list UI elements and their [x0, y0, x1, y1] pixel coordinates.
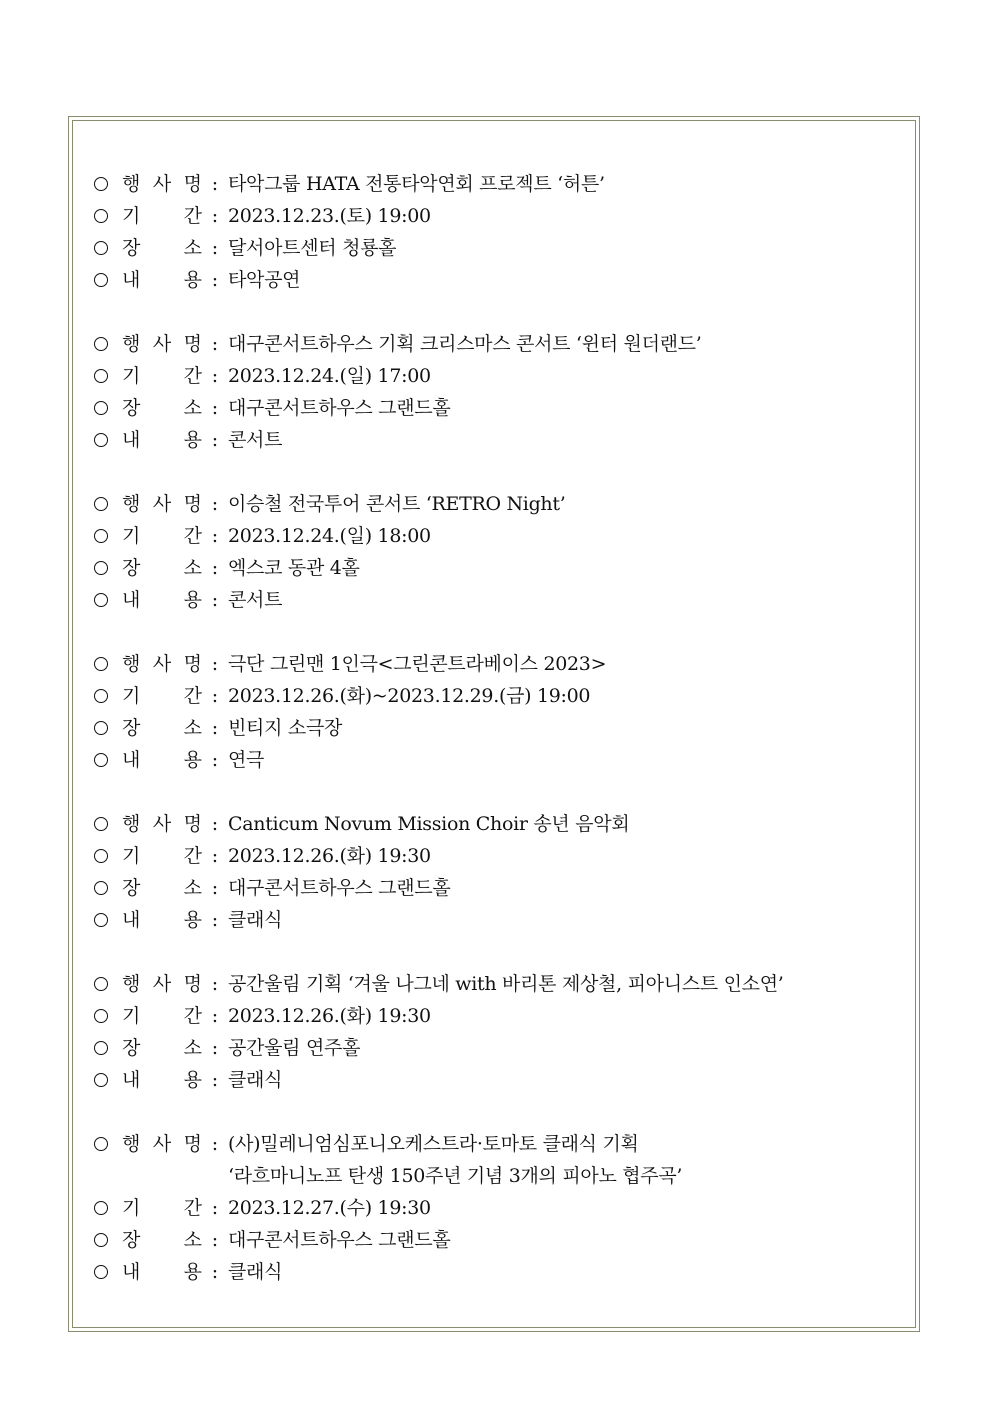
- event-place-row: [94, 1224, 894, 1256]
- label-char: 행: [122, 973, 141, 995]
- event-block: [94, 648, 894, 776]
- field-colon: :: [211, 333, 219, 355]
- event-title-row: [94, 488, 894, 520]
- circle-bullet-icon: [94, 1041, 108, 1055]
- circle-bullet-icon: [94, 209, 108, 223]
- label-char: 사: [152, 653, 172, 675]
- field-colon: :: [211, 397, 219, 419]
- label-char: 명: [183, 653, 202, 675]
- field-label: [122, 264, 202, 296]
- event-date: 2023.12.27.(수) 19:30: [228, 1197, 431, 1219]
- label-char: 사: [152, 813, 172, 835]
- label-char: 행: [122, 1133, 141, 1155]
- label-char: 장: [122, 1229, 141, 1251]
- label-char: 내: [122, 909, 141, 931]
- field-colon: :: [211, 269, 219, 291]
- event-date-row: [94, 360, 894, 392]
- event-title: 대구콘서트하우스 기획 크리스마스 콘서트 ‘윈터 원더랜드’: [228, 333, 702, 355]
- label-char: 사: [152, 493, 172, 515]
- label-char: 사: [152, 1133, 172, 1155]
- event-content-row: [94, 744, 894, 776]
- label-char: 소: [183, 397, 202, 419]
- label-char: 명: [183, 173, 202, 195]
- label-char: 사: [152, 973, 172, 995]
- event-date: 2023.12.26.(화)~2023.12.29.(금) 19:00: [228, 685, 591, 707]
- label-char: 기: [122, 525, 141, 547]
- label-char: 간: [183, 685, 202, 707]
- field-colon: :: [211, 1229, 219, 1251]
- event-place-row: [94, 232, 894, 264]
- label-char: 용: [183, 909, 202, 931]
- label-char: 간: [183, 1197, 202, 1219]
- field-colon: :: [211, 1005, 219, 1027]
- label-char: 내: [122, 1069, 141, 1091]
- label-char: 사: [152, 173, 172, 195]
- event-block: [94, 328, 894, 456]
- field-colon: :: [211, 973, 219, 995]
- label-char: 기: [122, 1005, 141, 1027]
- label-char: 명: [183, 973, 202, 995]
- label-char: 기: [122, 205, 141, 227]
- event-title: 공간울림 기획 ‘겨울 나그네 with 바리톤 제상철, 피아니스트 인소연’: [228, 973, 784, 995]
- field-label: [122, 808, 202, 840]
- field-colon: :: [211, 813, 219, 835]
- event-block: [94, 168, 894, 296]
- event-title-row: [94, 648, 894, 680]
- field-colon: :: [211, 525, 219, 547]
- circle-bullet-icon: [94, 177, 108, 191]
- circle-bullet-icon: [94, 721, 108, 735]
- event-title-continuation-row: [94, 1160, 894, 1192]
- field-colon: :: [211, 557, 219, 579]
- field-colon: :: [211, 877, 219, 899]
- label-char: 내: [122, 269, 141, 291]
- field-label: [122, 1000, 202, 1032]
- label-char: 소: [183, 1229, 202, 1251]
- field-colon: :: [211, 237, 219, 259]
- field-colon: :: [211, 493, 219, 515]
- circle-bullet-icon: [94, 1233, 108, 1247]
- event-place: 대구콘서트하우스 그랜드홀: [228, 1229, 451, 1251]
- field-label: [122, 1224, 202, 1256]
- label-char: 용: [183, 749, 202, 771]
- circle-bullet-icon: [94, 433, 108, 447]
- label-char: 기: [122, 845, 141, 867]
- field-label: [122, 168, 202, 200]
- circle-bullet-icon: [94, 977, 108, 991]
- circle-bullet-icon: [94, 273, 108, 287]
- event-place-row: [94, 1032, 894, 1064]
- field-colon: :: [211, 1261, 219, 1283]
- event-content: 콘서트: [228, 589, 283, 611]
- field-colon: :: [211, 365, 219, 387]
- circle-bullet-icon: [94, 689, 108, 703]
- field-colon: :: [211, 1197, 219, 1219]
- label-char: 장: [122, 237, 141, 259]
- field-colon: :: [211, 1133, 219, 1155]
- label-char: 장: [122, 877, 141, 899]
- event-block: [94, 488, 894, 616]
- field-colon: :: [211, 717, 219, 739]
- label-char: 행: [122, 813, 141, 835]
- circle-bullet-icon: [94, 1073, 108, 1087]
- label-char: 장: [122, 397, 141, 419]
- label-char: 장: [122, 1037, 141, 1059]
- field-colon: :: [211, 749, 219, 771]
- field-label: [122, 1032, 202, 1064]
- label-char: 소: [183, 877, 202, 899]
- label-char: 용: [183, 429, 202, 451]
- label-char: 용: [183, 1261, 202, 1283]
- field-colon: :: [211, 1069, 219, 1091]
- event-title: 극단 그린맨 1인극<그린콘트라베이스 2023>: [228, 653, 607, 675]
- event-content-row: [94, 904, 894, 936]
- event-date: 2023.12.24.(일) 18:00: [228, 525, 431, 547]
- label-char: 장: [122, 557, 141, 579]
- label-char: 사: [152, 333, 172, 355]
- event-date: 2023.12.24.(일) 17:00: [228, 365, 431, 387]
- field-colon: :: [211, 173, 219, 195]
- event-date: 2023.12.26.(화) 19:30: [228, 845, 431, 867]
- event-place: 대구콘서트하우스 그랜드홀: [228, 877, 451, 899]
- event-date: 2023.12.26.(화) 19:30: [228, 1005, 431, 1027]
- label-char: 간: [183, 845, 202, 867]
- field-label: [122, 1192, 202, 1224]
- field-colon: :: [211, 205, 219, 227]
- label-char: 장: [122, 717, 141, 739]
- label-char: 행: [122, 493, 141, 515]
- event-content: 클래식: [228, 1261, 283, 1283]
- circle-bullet-icon: [94, 657, 108, 671]
- label-char: 내: [122, 429, 141, 451]
- field-label: [122, 968, 202, 1000]
- circle-bullet-icon: [94, 1201, 108, 1215]
- event-content-row: [94, 1256, 894, 1288]
- field-colon: :: [211, 909, 219, 931]
- label-char: 기: [122, 365, 141, 387]
- field-colon: :: [211, 685, 219, 707]
- field-label: [122, 424, 202, 456]
- label-char: 간: [183, 525, 202, 547]
- field-colon: :: [211, 845, 219, 867]
- event-title-row: [94, 808, 894, 840]
- field-label: [122, 328, 202, 360]
- label-char: 명: [183, 333, 202, 355]
- event-date-row: [94, 1000, 894, 1032]
- field-label: [122, 1064, 202, 1096]
- event-date-row: [94, 520, 894, 552]
- circle-bullet-icon: [94, 1265, 108, 1279]
- circle-bullet-icon: [94, 881, 108, 895]
- event-place: 대구콘서트하우스 그랜드홀: [228, 397, 451, 419]
- event-list: [94, 168, 894, 1320]
- circle-bullet-icon: [94, 849, 108, 863]
- circle-bullet-icon: [94, 817, 108, 831]
- field-label: [122, 520, 202, 552]
- field-colon: :: [211, 653, 219, 675]
- event-content: 콘서트: [228, 429, 283, 451]
- field-label: [122, 200, 202, 232]
- event-date: 2023.12.23.(토) 19:00: [228, 205, 431, 227]
- event-place-row: [94, 552, 894, 584]
- circle-bullet-icon: [94, 561, 108, 575]
- event-date-row: [94, 200, 894, 232]
- field-label: [122, 872, 202, 904]
- circle-bullet-icon: [94, 1137, 108, 1151]
- event-title: Canticum Novum Mission Choir 송년 음악회: [228, 813, 630, 835]
- label-char: 행: [122, 173, 141, 195]
- event-title-row: [94, 168, 894, 200]
- event-title-row: [94, 968, 894, 1000]
- circle-bullet-icon: [94, 593, 108, 607]
- label-char: 명: [183, 493, 202, 515]
- event-content: 클래식: [228, 1069, 283, 1091]
- label-char: 간: [183, 1005, 202, 1027]
- field-colon: :: [211, 429, 219, 451]
- field-label: [122, 712, 202, 744]
- event-place: 공간울림 연주홀: [228, 1037, 361, 1059]
- field-colon: :: [211, 1037, 219, 1059]
- event-place-row: [94, 872, 894, 904]
- circle-bullet-icon: [94, 913, 108, 927]
- field-label: [122, 584, 202, 616]
- field-label: [122, 1128, 202, 1160]
- event-date-row: [94, 840, 894, 872]
- event-content: 클래식: [228, 909, 283, 931]
- event-place-row: [94, 712, 894, 744]
- event-date-row: [94, 680, 894, 712]
- field-label: [122, 680, 202, 712]
- event-title: 이승철 전국투어 콘서트 ‘RETRO Night’: [228, 493, 566, 515]
- event-place: 빈티지 소극장: [228, 717, 343, 739]
- field-label: [122, 392, 202, 424]
- event-content-row: [94, 264, 894, 296]
- label-char: 소: [183, 1037, 202, 1059]
- circle-bullet-icon: [94, 753, 108, 767]
- event-title-row: [94, 1128, 894, 1160]
- event-date-row: [94, 1192, 894, 1224]
- label-char: 내: [122, 1261, 141, 1283]
- label-char: 소: [183, 717, 202, 739]
- event-content-row: [94, 1064, 894, 1096]
- event-title-line2: ‘라흐마니노프 탄생 150주년 기념 3개의 피아노 협주곡’: [228, 1165, 683, 1187]
- field-label: [122, 552, 202, 584]
- circle-bullet-icon: [94, 401, 108, 415]
- event-block: [94, 1128, 894, 1288]
- label-char: 용: [183, 269, 202, 291]
- label-char: 행: [122, 653, 141, 675]
- circle-bullet-icon: [94, 529, 108, 543]
- field-label: [122, 488, 202, 520]
- event-content-row: [94, 424, 894, 456]
- field-colon: :: [211, 589, 219, 611]
- event-block: [94, 808, 894, 936]
- label-char: 내: [122, 589, 141, 611]
- field-label: [122, 648, 202, 680]
- circle-bullet-icon: [94, 1009, 108, 1023]
- label-char: 행: [122, 333, 141, 355]
- event-content: 타악공연: [228, 269, 301, 291]
- field-label: [122, 232, 202, 264]
- label-char: 소: [183, 557, 202, 579]
- field-label: [122, 904, 202, 936]
- circle-bullet-icon: [94, 241, 108, 255]
- field-label: [122, 360, 202, 392]
- label-char: 기: [122, 1197, 141, 1219]
- label-char: 간: [183, 365, 202, 387]
- field-label: [122, 744, 202, 776]
- label-char: 소: [183, 237, 202, 259]
- label-char: 명: [183, 813, 202, 835]
- event-content-row: [94, 584, 894, 616]
- event-place: 달서아트센터 청룡홀: [228, 237, 397, 259]
- label-char: 용: [183, 589, 202, 611]
- circle-bullet-icon: [94, 369, 108, 383]
- event-content: 연극: [228, 749, 265, 771]
- field-label: [122, 840, 202, 872]
- label-char: 용: [183, 1069, 202, 1091]
- circle-bullet-icon: [94, 337, 108, 351]
- label-char: 간: [183, 205, 202, 227]
- event-title: (사)밀레니엄심포니오케스트라·토마토 클래식 기획: [228, 1133, 639, 1155]
- label-char: 기: [122, 685, 141, 707]
- event-title-row: [94, 328, 894, 360]
- label-char: 명: [183, 1133, 202, 1155]
- circle-bullet-icon: [94, 497, 108, 511]
- field-label: [122, 1256, 202, 1288]
- event-place-row: [94, 392, 894, 424]
- label-char: 내: [122, 749, 141, 771]
- event-block: [94, 968, 894, 1096]
- event-title: 타악그룹 HATA 전통타악연회 프로젝트 ‘허튼’: [228, 173, 605, 195]
- event-place: 엑스코 동관 4홀: [228, 557, 360, 579]
